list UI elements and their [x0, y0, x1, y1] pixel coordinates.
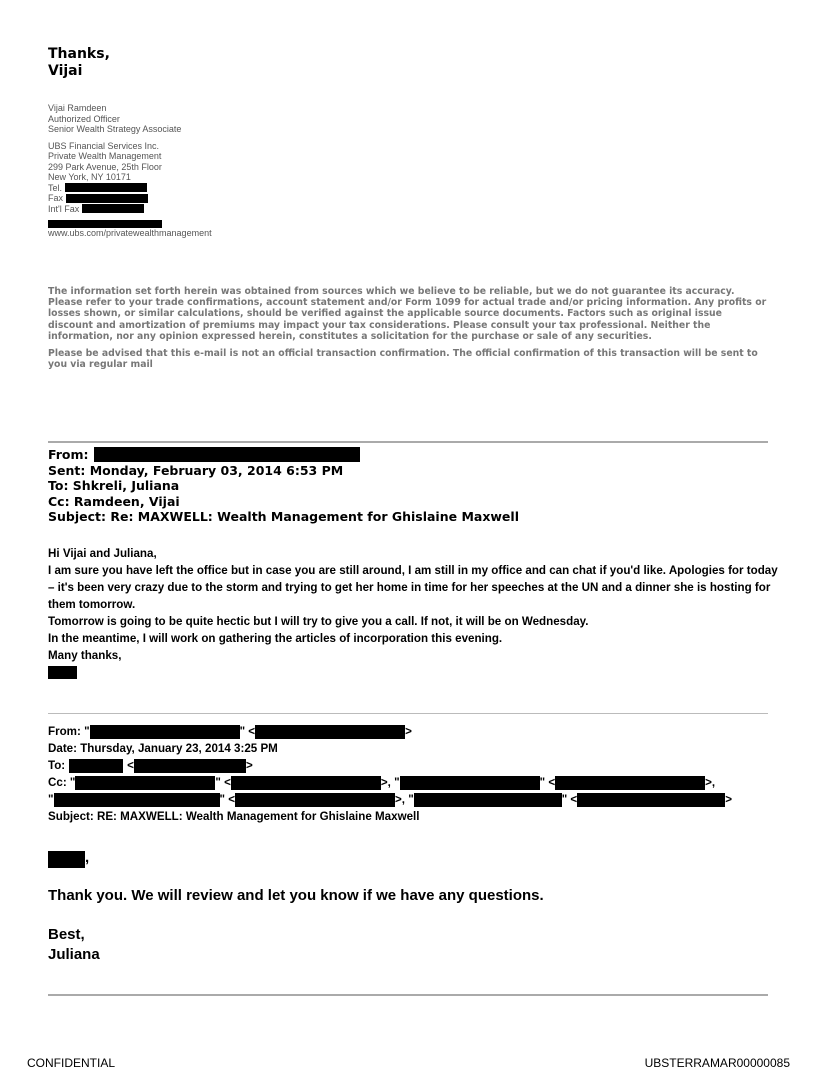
punctuation: >,	[705, 776, 716, 789]
sig-title-2: Senior Wealth Strategy Associate	[48, 124, 182, 134]
redaction-block	[255, 725, 405, 739]
redaction-block	[48, 851, 85, 868]
closing-thanks: Thanks,	[48, 46, 110, 62]
punctuation: "	[48, 793, 54, 806]
redaction-block	[54, 793, 220, 807]
signature-block	[48, 103, 212, 239]
signoff: Many thanks,	[48, 649, 122, 662]
subject-line: Subject: RE: MAXWELL: Wealth Management for Ghislaine Maxwell	[48, 810, 420, 823]
sig-intl-fax-row	[48, 204, 212, 215]
sig-company: UBS Financial Services Inc.	[48, 140, 160, 151]
signoff: Best,	[48, 926, 85, 943]
body-paragraph: Thank you. We will review and let you know if we have any questions.	[48, 887, 544, 904]
sig-name: Vijai Ramdeen	[48, 103, 107, 113]
cc-line-continued	[48, 791, 732, 808]
redaction-block	[69, 759, 123, 773]
cc-label: Cc: "	[48, 776, 76, 789]
body-paragraph: Tomorrow is going to be quite hectic but I will try to give you a call. If not, it will be on Wednesday.	[48, 615, 589, 628]
sent-line: Sent: Monday, February 03, 2014 6:53 PM	[48, 462, 344, 478]
to-line	[48, 757, 732, 774]
redaction-block	[235, 793, 395, 807]
disclaimer-paragraph: The information set forth herein was obtained from sources which we believe to be reliable, but we do not guarantee its accuracy. Please refer to your trade confirmations, account statement and/or Form 1099 for actual trade and/or pricing information. Any profits or losses shown, or similar calculations, should be verified against the applicable source documents. Factors such as original issue discount and amortization of premiums may impact your tax considerations. Please consult your tax professional. Neither the information, nor any opinion expressed herein, constitutes a solicitation for the purchase or sale of any securities.	[48, 286, 767, 342]
punctuation: >, "	[380, 776, 400, 789]
to-label: To:	[48, 759, 66, 772]
from-label: From: "	[48, 725, 90, 738]
message-2-header	[48, 723, 732, 825]
sig-city: New York, NY 10171	[48, 172, 131, 182]
bates-number: UBSTERRAMAR00000085	[644, 1056, 790, 1070]
punctuation: >	[405, 725, 412, 738]
to-line: To: Shkreli, Juliana	[48, 478, 180, 493]
divider	[48, 994, 768, 996]
punctuation: " <	[219, 793, 235, 806]
redaction-block	[555, 776, 705, 790]
body-paragraph: I am sure you have left the office but in case you are still around, I am still in my office and can chat if you'd like. Apologies for today – it's been very crazy due to the storm and trying to get her home in time for her speeches at the UN and a dinner she is hosting for them tomorrow.	[48, 564, 778, 611]
punctuation: " <	[539, 776, 556, 789]
sender-name: Juliana	[48, 946, 100, 963]
body-paragraph: In the meantime, I will work on gathering the articles of incorporation this evening.	[48, 632, 503, 645]
email-closing	[48, 46, 110, 80]
redaction-block	[90, 725, 240, 739]
divider	[48, 441, 768, 443]
redaction-block	[134, 759, 246, 773]
sig-dept: Private Wealth Management	[48, 151, 162, 161]
message-1-body	[48, 545, 778, 681]
from-line	[48, 723, 732, 740]
sig-title: Authorized Officer	[48, 113, 120, 124]
punctuation: >	[245, 759, 253, 772]
sig-tel-row	[48, 183, 212, 194]
closing-name: Vijai	[48, 63, 83, 79]
punctuation: " <	[561, 793, 578, 806]
sig-fax-row	[48, 193, 212, 204]
disclaimer	[48, 286, 770, 376]
sig-website-link[interactable]: www.ubs.com/privatewealthmanagement	[48, 228, 212, 238]
salutation	[48, 848, 544, 868]
redaction-block	[577, 793, 725, 807]
redaction-block	[414, 793, 562, 807]
punctuation: >, "	[395, 793, 414, 806]
divider	[48, 713, 768, 714]
punctuation: ,	[85, 849, 90, 866]
cc-line	[48, 774, 732, 791]
disclaimer-notice: Please be advised that this e-mail is not an official transaction confirmation. The official confirmation of this transaction will be sent to you via regular mail	[48, 348, 758, 371]
punctuation: " <	[215, 776, 231, 789]
message-1-header	[48, 447, 519, 525]
redaction-block	[82, 204, 144, 213]
message-2-body	[48, 848, 544, 965]
from-line	[48, 447, 519, 463]
from-label: From:	[48, 447, 89, 462]
sig-tel-label: Tel.	[48, 182, 63, 193]
sig-intl-fax-label: Int'l Fax	[48, 203, 80, 214]
sig-fax-label: Fax	[48, 193, 64, 203]
punctuation: " <	[239, 725, 256, 738]
redaction-block	[48, 220, 162, 228]
sig-email-row	[48, 220, 212, 228]
punctuation: >	[725, 793, 732, 806]
redaction-block	[65, 183, 147, 192]
greeting: Hi Vijai and Juliana,	[48, 547, 157, 560]
redaction-block	[94, 447, 360, 462]
subject-line: Subject: Re: MAXWELL: Wealth Management for Ghislaine Maxwell	[48, 509, 519, 524]
redaction-block	[400, 776, 540, 790]
punctuation: <	[127, 759, 134, 772]
redaction-block	[231, 776, 381, 790]
date-line: Date: Thursday, January 23, 2014 3:25 PM	[48, 742, 278, 755]
redaction-block	[48, 666, 77, 679]
confidential-label: CONFIDENTIAL	[27, 1056, 116, 1070]
cc-line: Cc: Ramdeen, Vijai	[48, 493, 180, 509]
redaction-block	[75, 776, 215, 790]
redaction-block	[66, 194, 148, 203]
sig-address: 299 Park Avenue, 25th Floor	[48, 161, 162, 172]
